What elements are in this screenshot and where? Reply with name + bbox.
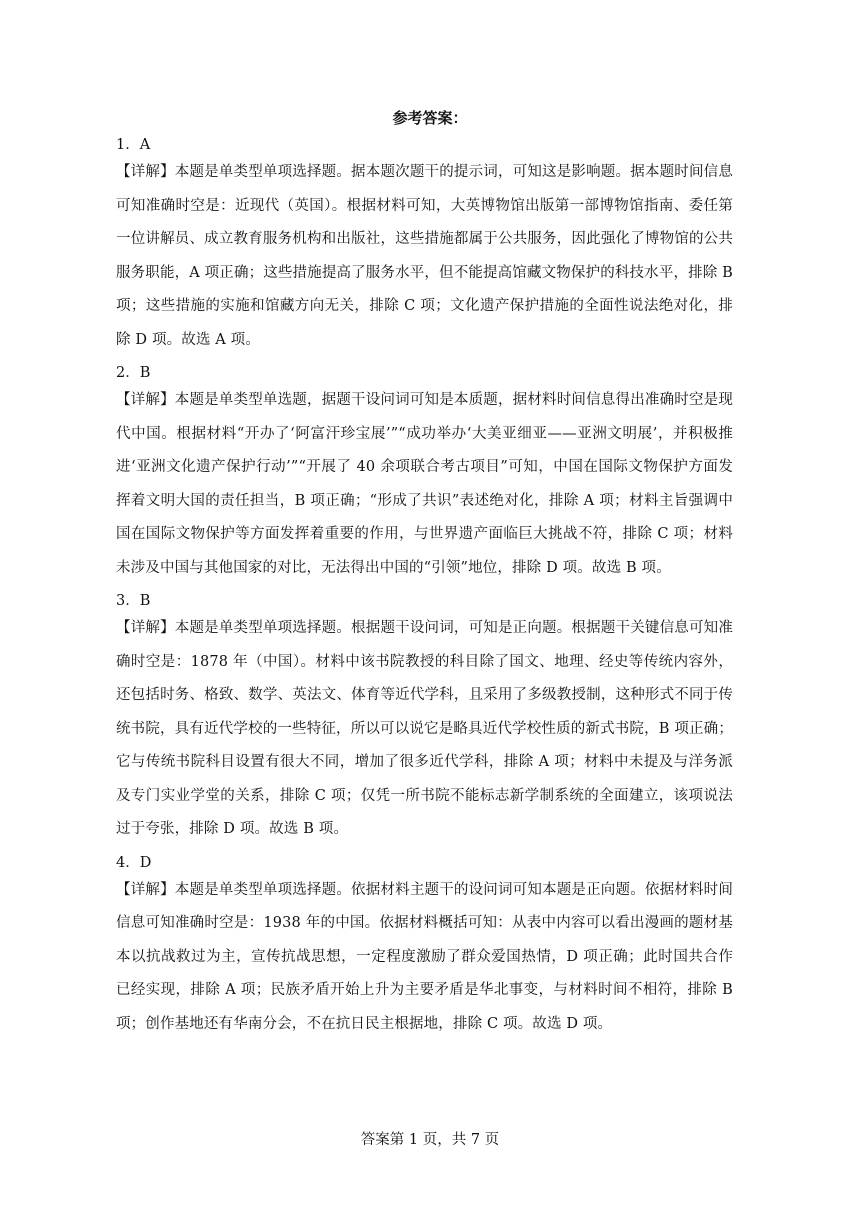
answer-explanation [116, 612, 733, 847]
answer-explanation [116, 156, 733, 357]
explanation-tag: 【详解】 [116, 620, 175, 636]
answer-explanation [116, 874, 733, 1042]
answer-explanation [116, 384, 733, 585]
answer-number: 1．A [116, 137, 151, 153]
answer-number: 3．B [116, 593, 151, 609]
explanation-tag: 【详解】 [116, 881, 175, 898]
answer-item [116, 850, 733, 1042]
answer-item [116, 132, 733, 357]
page-footer: 答案第 1 页，共 7 页 [360, 1132, 500, 1148]
explanation-text: 本题是单类型单项选择题。根据题干设问词，可知是正向题。根据题干关键信息可知准确时空是：1878 年（中国）。材料中该书院教授的科目除了国文、地理、经史等传统内容外，还包括时务、格致、数学、英法文、体育等近代学科，且采用了多级教授制，这种形式不同于传统书院，具有近代学校的一些特征，所以可以说它是略具近代学校性质的新式书院，B 项正确；它与传统书院科目设置有很大不同，增加了很多近代学科，排除 A 项；材料中未提及与洋务派及专门实业学堂的关系，排除 C 项；仅凭一所书院不能标志新学制系统的全面建立，该项说法过于夸张，排除 D 项。故选 B 项。 [116, 620, 733, 837]
answer-item [116, 360, 733, 585]
explanation-text: 本题是单类型单项选择题。依据材料主题干的设问词可知本题是正向题。依据材料时间信息可知准确时空是：1938 年的中国。依据材料概括可知：从表中内容可以看出漫画的题材基本以抗战救过为主，宣传抗战思想，一定程度激励了群众爱国热情，D 项正确；此时国共合作已经实现，排除 A 项；民族矛盾开始上升为主要矛盾是华北事变，与材料时间不相符，排除 B 项；创作基地还有华南分会，不在抗日民主根据地，排除 C 项。故选 D 项。 [116, 881, 733, 1032]
answer-number: 4．D [116, 854, 152, 871]
explanation-text: 本题是单类型单选题，据题干设问词可知是本质题，据材料时间信息得出准确时空是现代中国。根据材料“开办了‘阿富汗珍宝展’”“成功举办‘大美亚细亚——亚洲文明展’，并积极推进‘亚洲文化遗产保护行动’”“开展了 40 余项联合考古项目”可知，中国在国际文物保护方面发挥着文明大国的责任担当，B 项正确；“形成了共识”表述绝对化，排除 A 项；材料主旨强调中国在国际文物保护等方面发挥着重要的作用，与世界遗产面临巨大挑战不符，排除 C 项；材料未涉及中国与其他国家的对比，无法得出中国的“引领”地位，排除 D 项。故选 B 项。 [116, 392, 733, 576]
explanation-tag: 【详解】 [116, 392, 175, 408]
answer-number: 2．B [116, 365, 151, 381]
answers-list [116, 132, 733, 1044]
page-title: 参考答案： [392, 109, 468, 127]
explanation-tag: 【详解】 [116, 164, 175, 180]
explanation-text: 本题是单类型单项选择题。据本题次题干的提示词，可知这是影响题。据本题时间信息可知准确时空是：近现代（英国）。根据材料可知，大英博物馆出版第一部博物馆指南、委任第一位讲解员、成立教育服务机构和出版社，这些措施都属于公共服务，因此强化了博物馆的公共服务职能，A 项正确；这些措施提高了服务水平，但不能提高馆藏文物保护的科技水平，排除 B 项；这些措施的实施和馆藏方向无关，排除 C 项；文化遗产保护措施的全面性说法绝对化，排除 D 项。故选 A 项。 [116, 164, 733, 348]
answer-item [116, 588, 733, 847]
